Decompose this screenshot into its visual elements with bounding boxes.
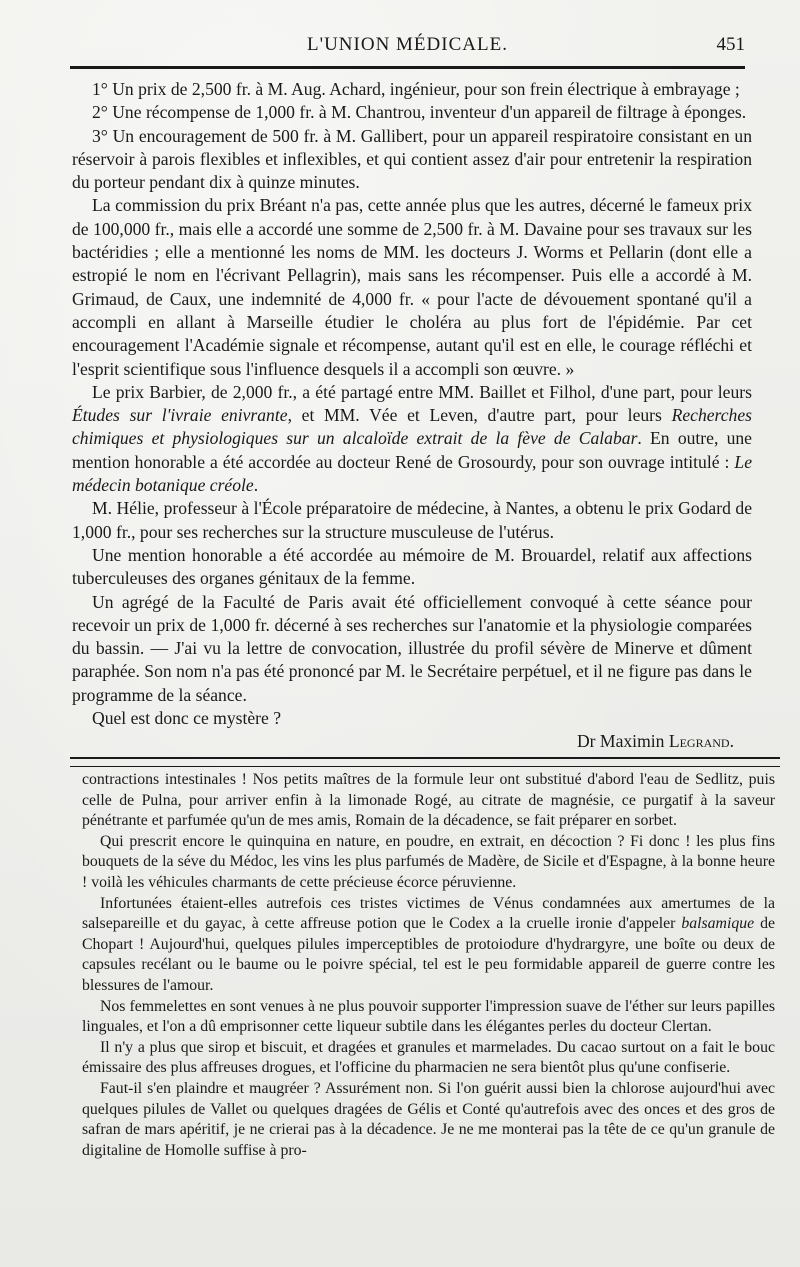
italic-title: Recherches chimiques et physiologiques sur un alcaloïde extrait de la fève de Calabar: [72, 405, 753, 449]
paragraph-venus: [82, 894, 775, 997]
page-number: 451: [716, 34, 745, 55]
text-run: Le prix Barbier, de 2,000 fr., a été partagé entre MM. Baillet et Filhol, d'une part, pour leurs: [92, 381, 752, 402]
paragraph-chlorose: Faut-il s'en plaindre et maugréer ? Assurément non. Si l'on guérit aussi bien la chlorose aujourd'hui avec quelques pilules de Vallet ou quelques dragées de Gélis et Conté qu'autrefois avec des onces et des gros de safran de mars apéritif, je ne crierai pas à la décadence. Je ne me monterai pas la tête de ce qu'un granule de digitaline de Homolle suffise à pro-: [82, 1079, 775, 1159]
header-rule: [70, 66, 745, 69]
running-head: [70, 30, 745, 58]
paragraph-prize-achard: 1° Un prix de 2,500 fr. à M. Aug. Achard, ingénieur, pour son frein électrique à embrayage ;: [92, 79, 740, 99]
paragraph-ether: Nos femmelettes en sont venues à ne plus pouvoir supporter l'impression suave de l'éther sur leurs papilles linguales, et l'on a dû emprisonner cette liqueur subtile dans les élégantes perles du docteur Clertan.: [82, 997, 775, 1036]
text-run: .: [253, 475, 259, 496]
paragraph-reward-chantrou: 2° Une récompense de 1,000 fr. à M. Chantrou, inventeur d'un appareil de filtrage à éponges.: [92, 102, 747, 123]
text-run: Infortunées étaient-elles autrefois ces tristes victimes de Vénus condamnées aux amertumes de la salsepareille et du gayac, à cette affreuse potion que le Codex a la cruelle ironie d'appeler: [82, 894, 775, 933]
paragraph-purgatifs: contractions intestinales ! Nos petits maîtres de la formule leur ont substitué d'abord l'eau de Sedlitz, puis celle de Pulna, pour arriver enfin à la limonade Rogé, au citrate de magnésie, ce purgatif à la saveur pénétrante et parfumée qu'un de mes amis, Romain de la décadence, se fait préparer en sorbet.: [82, 771, 775, 830]
paragraph-mystere: Quel est donc ce mystère ?: [92, 708, 282, 729]
author-signature: [72, 730, 752, 753]
paragraph-prix-barbier: [72, 381, 752, 497]
text-run: , et MM. Vée et Leven, d'autre part, pour leurs: [287, 405, 672, 426]
paragraph-prix-breant: La commission du prix Bréant n'a pas, cette année plus que les autres, décerné le fameux prix de 100,000 fr., mais elle a accordé une somme de 2,500 fr. à M. Davaine pour ses travaux sur les bactéridies ; elle a mentionné les noms de MM. les docteurs J. Worms et Pellarin (dont elle a estropié le nom en l'écrivant Pellagrin), mais sans les récompenser. Puis elle a accordé à M. Grimaud, de Caux, une indemnité de 4,000 fr. « pour l'acte de dévouement spontané qu'il a accompli en allant à Marseille étudier le choléra au plus fort de l'épidémie. Par cet encouragement l'Académie signale et récompense, autant qu'il est en elle, le courage réfléchi et l'esprit scientifique sous l'influence desquels il a accompli son œuvre. »: [72, 195, 752, 379]
article-body: [72, 78, 752, 754]
paragraph-encouragement-gallibert: 3° Un encouragement de 500 fr. à M. Gallibert, pour un appareil respiratoire consistant en un réservoir à parois flexibles et inflexibles, et qui contient assez d'air pour entretenir la respiration du porteur pendant dix à quinze minutes.: [72, 125, 752, 193]
italic-title: Le médecin botanique créole: [72, 451, 752, 496]
paragraph-quinquina: Qui prescrit encore le quinquina en nature, en poudre, en extrait, en décoction ? Fi donc ! les plus fins bouquets de la séve du Médoc, les vins les plus parfumés de Madère, de Sicile et d'Espagne, à la bonne heure ! voilà les véhicules charmants de cette précieuse écorce péruvienne.: [82, 832, 775, 891]
signature-prefix: Dr Maximin: [576, 731, 669, 752]
feuilleton-body: [82, 770, 775, 1161]
text-run: . En outre, une mention honorable a été accordée au docteur René de Grosourdy, pour son ouvrage intitulé :: [72, 428, 752, 472]
feuilleton-separator-rule: [70, 757, 780, 767]
paragraph-mention-brouardel: Une mention honorable a été accordée au mémoire de M. Brouardel, relatif aux affections tuberculeuses des organes génitaux de la femme.: [72, 544, 752, 589]
paragraph-confiserie: Il n'y a plus que sirop et biscuit, et dragées et granules et marmelades. Du cacao surtout on a fait le bouc émissaire des plus affreuses drogues, et l'officine du pharmacien ne sera bientôt plus qu'une confiserie.: [82, 1038, 775, 1077]
paragraph-prix-godard: M. Hélie, professeur à l'École préparatoire de médecine, à Nantes, a obtenu le prix Godard de 1,000 fr., pour ses recherches sur la structure musculeuse de l'utérus.: [72, 498, 752, 542]
italic-word: balsamique: [681, 915, 755, 933]
signature-surname: Legrand.: [668, 731, 734, 752]
paragraph-agrege: Un agrégé de la Faculté de Paris avait été officiellement convoqué à cette séance pour recevoir un prix de 1,000 fr. décerné à ses recherches sur l'anatomie et la physiologie comparées du bassin. — J'ai vu la lettre de convocation, illustrée du profil sévère de Minerve et dûment paraphée. Son nom n'a pas été prononcé par M. le Secrétaire perpétuel, et il ne figure pas dans le programme de la séance.: [72, 591, 752, 705]
journal-title: L'UNION MÉDICALE.: [307, 34, 508, 55]
text-run: de Chopart ! Aujourd'hui, quelques pilules imperceptibles de protoiodure d'hydrargyre, une boîte ou deux de capsules recélant ou le baume ou le poivre spécial, tel est le peu formidable appareil de guerre contre les blessures de l'amour.: [82, 915, 775, 994]
italic-title: Études sur l'ivraie enivrante: [72, 405, 288, 426]
